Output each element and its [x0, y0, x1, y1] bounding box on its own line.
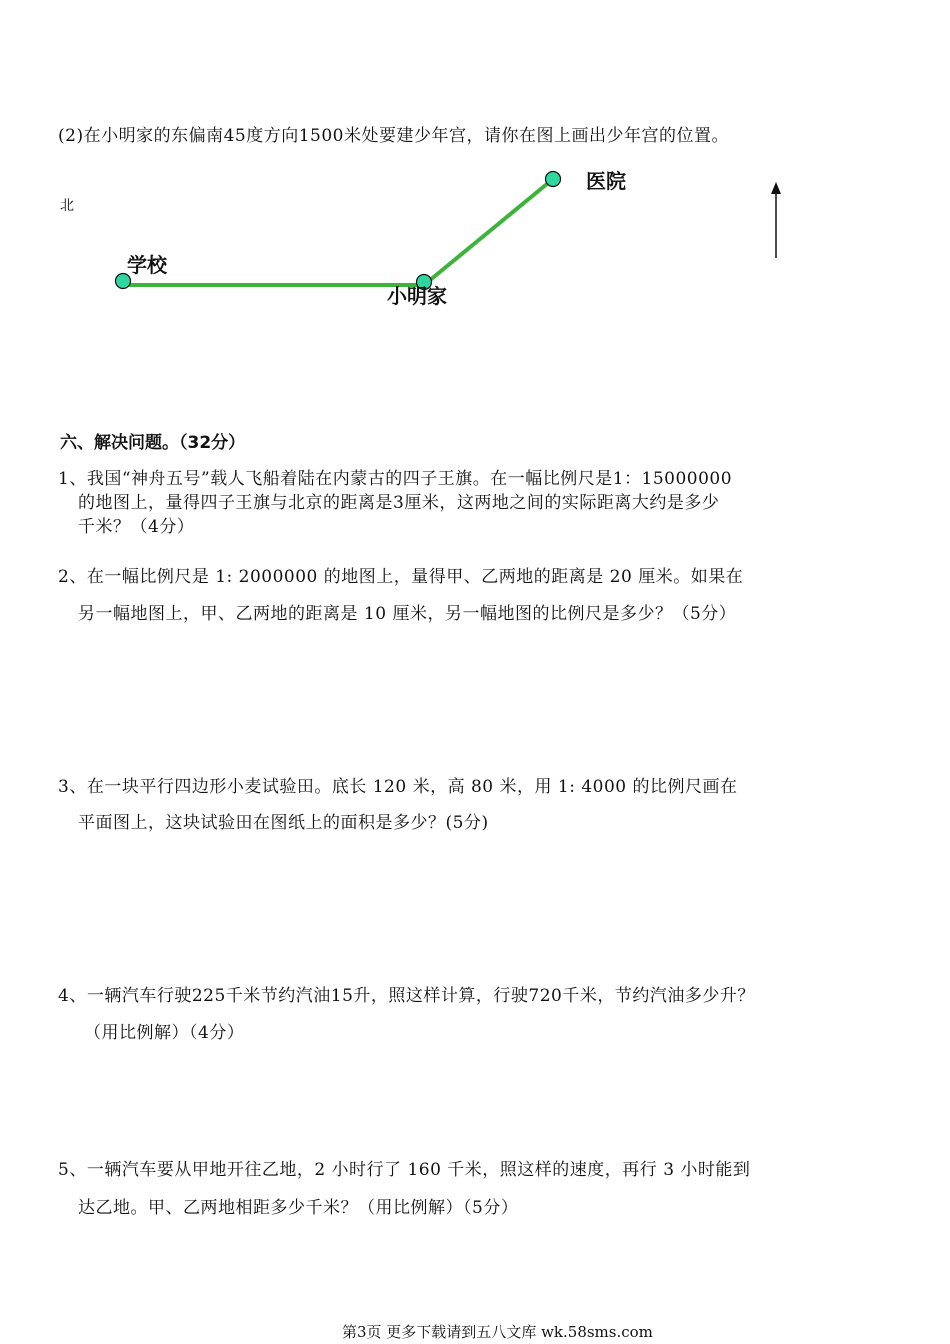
problem-4-line-2: （用比例解）（4分） — [84, 1023, 245, 1043]
problem-5-line-2: 达乙地。甲、乙两地相距多少千米？（用比例解）（5分） — [78, 1198, 519, 1218]
problem-2-line-2: 另一幅地图上，甲、乙两地的距离是 10 厘米，另一幅地图的比例尺是多少？（5分） — [78, 604, 737, 624]
home-label: 小明家 — [387, 284, 447, 308]
problem-4-line-1: 4、一辆汽车行驶225千米节约汽油15升，照这样计算，行驶720千米，节约汽油多少升？ — [58, 986, 755, 1006]
page-footer: 第3页 更多下载请到五八文库 wk.58sms.com — [342, 1323, 653, 1341]
north-label: 北 — [60, 198, 74, 214]
problem-1-line-1: 1、我国“神舟五号”载人飞船着陆在内蒙古的四子王旗。在一幅比例尺是1：15000000 — [58, 469, 733, 489]
problem-1-line-2: 的地图上，量得四子王旗与北京的距离是3厘米，这两地之间的实际距离大约是多少 — [78, 493, 720, 513]
problem-2-line-1: 2、在一幅比例尺是 1: 2000000 的地图上，量得甲、乙两地的距离是 20 厘米。如果在 — [58, 567, 744, 587]
route-home-hospital — [424, 179, 553, 285]
hospital-label: 医院 — [586, 169, 626, 193]
map-diagram — [0, 0, 950, 420]
hospital-dot — [546, 172, 561, 187]
problem-5-line-1: 5、一辆汽车要从甲地开往乙地，2 小时行了 160 千米，照这样的速度，再行 3 小时能到 — [58, 1160, 751, 1180]
north-arrow-icon — [771, 182, 781, 258]
problem-3-line-1: 3、在一块平行四边形小麦试验田。底长 120 米，高 80 米，用 1: 4000 的比例尺画在 — [58, 777, 738, 797]
section-6-heading: 六、解决问题。（32分） — [60, 433, 246, 453]
problem-1-line-3: 千米？（4分） — [78, 517, 195, 537]
school-label: 学校 — [127, 253, 167, 277]
question-2-text: (2)在小明家的东偏南45度方向1500米处要建少年宫，请你在图上画出少年宫的位置。 — [58, 126, 729, 146]
problem-3-line-2: 平面图上，这块试验田在图纸上的面积是多少？(5分) — [78, 813, 489, 833]
